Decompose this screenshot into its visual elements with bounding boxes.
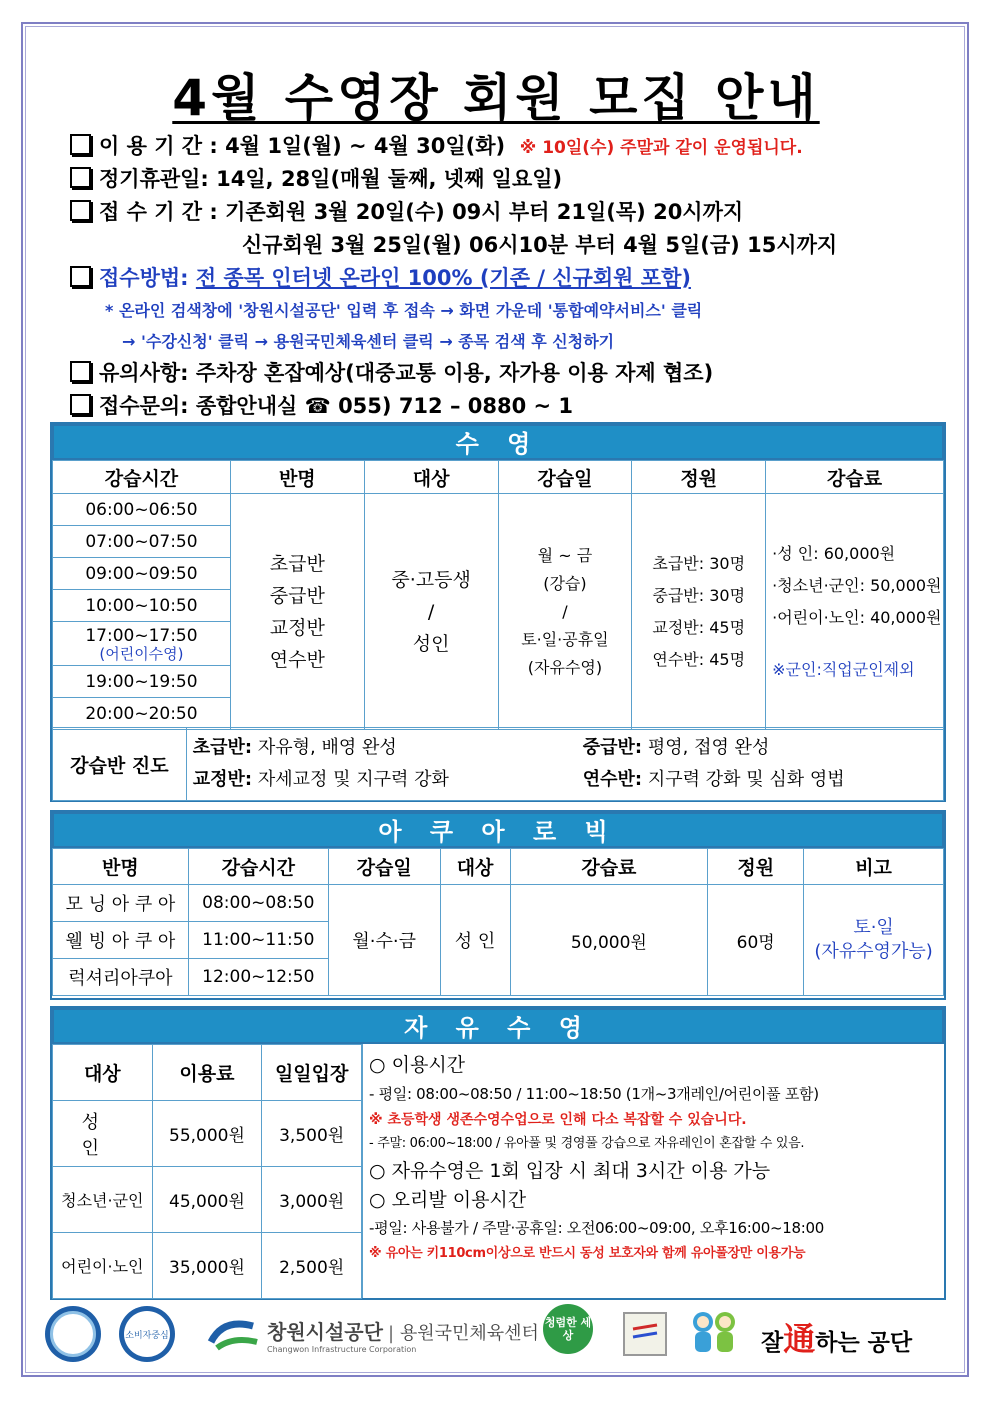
- aqua-row-time: 11:00~11:50: [188, 922, 328, 959]
- swim-target: 중·고등생 / 성인: [364, 494, 498, 730]
- aqua-row-name: 럭셔리아쿠아: [53, 959, 189, 996]
- info-closed: 정기휴관일: 14일, 28일(매월 둘째, 넷째 일요일): [70, 163, 950, 196]
- swim-col-time: 강습시간: [53, 461, 231, 494]
- free-col-daily: 일일입장: [262, 1045, 362, 1101]
- swim-days: 월 ~ 금 (강습) / 토·일·공휴일 (자유수영): [498, 494, 632, 730]
- checkbox-icon: [70, 361, 91, 382]
- aqua-col-capacity: 정원: [708, 849, 804, 885]
- corporation-name: 창원시설공단 | 용원국민체육센터 Changwon Infrastructure Corporation: [267, 1320, 539, 1354]
- info-registration-new: 신규회원 3월 25일(월) 06시10분 부터 4월 5일(금) 15시까지: [242, 233, 838, 257]
- info-contact: 접수문의: 종합안내실 ☎ 055) 712 – 0880 ~ 1: [70, 390, 950, 423]
- aqua-col-note: 비고: [804, 849, 944, 885]
- swim-time: 06:00~06:50: [53, 494, 231, 526]
- swim-col-class: 반명: [230, 461, 364, 494]
- method-link[interactable]: 전 종목 인터넷 온라인 100% (기존 / 신규회원 포함): [195, 266, 691, 290]
- free-row-daily: 2,500원: [262, 1233, 362, 1299]
- aqua-col-time: 강습시간: [188, 849, 328, 885]
- checkbox-icon: [70, 394, 91, 415]
- aqua-col-target: 대상: [440, 849, 510, 885]
- corporation-emblem-icon: [203, 1312, 263, 1356]
- aqua-col-days: 강습일: [328, 849, 440, 885]
- free-row-fee: 35,000원: [152, 1233, 262, 1299]
- aqua-row-name: 웰 빙 아 쿠 아: [53, 922, 189, 959]
- info-caution: 유의사항: 주차장 혼잡예상(대중교통 이용, 자가용 이용 자제 협조): [70, 357, 950, 390]
- mascot-icon: [685, 1306, 743, 1358]
- info-registration: 접 수 기 간 : 기존회원 3월 20일(수) 09시 부터 21일(목) 20시까지: [70, 196, 950, 229]
- free-row-target: 어린이·노인: [53, 1233, 153, 1299]
- certification-logo-icon: [45, 1306, 101, 1362]
- free-section-header: 자 유 수 영: [52, 1008, 944, 1044]
- free-fee-table: [52, 1044, 362, 1299]
- swim-col-days: 강습일: [498, 461, 632, 494]
- free-info-panel: ○ 이용시간 - 평일: 08:00~08:50 / 11:00~18:50 (1개~3개레인/어린이풀 포함) ※ 초등학생 생존수영수업으로 인해 다소 복잡할 수 있습니다. - 주말: 06:00~18:00 / 유아풀 및 경영풀 강습으로 자유레인이 혼잡할 수 있음. ○ 자유수영은 1회 입장 시 최대 3시간 이용 가능 ○ 오리발 이용시간 -평일: 사용불가 / 주말·공휴일: 오전06:00~09:00, 오후16:00~18:00 ※ 유아는 키110cm이상으로 반드시 동성 보호자와 함께 유아풀장만 이용가능: [362, 1044, 944, 1298]
- clean-world-logo-icon: 청렴한 세상: [543, 1304, 593, 1354]
- aqua-row-time: 08:00~08:50: [188, 885, 328, 922]
- checkbox-icon: [70, 266, 91, 287]
- free-col-fee: 이용료: [152, 1045, 262, 1101]
- flag-emblem-icon: [623, 1312, 667, 1356]
- swim-fees: ·성 인: 60,000원 ·청소년·군인: 50,000원 ·어린이·노인: 40,000원 ※군인:직업군인제외: [766, 494, 944, 730]
- aqua-target: 성 인: [440, 885, 510, 996]
- swim-time: 07:00~07:50: [53, 526, 231, 558]
- progress-details: 초급반: 자유형, 배영 완성 중급반: 평영, 접영 완성 교정반: 자세교정 및 지구력 강화 연수반: 지구력 강화 및 심화 영법: [186, 728, 943, 801]
- free-row-daily: 3,500원: [262, 1101, 362, 1167]
- swim-table: [52, 460, 944, 730]
- progress-label: 강습반 진도: [53, 728, 187, 801]
- aqua-col-fee: 강습료: [510, 849, 708, 885]
- swim-time-kids: 17:00~17:50 (어린이수영): [53, 622, 231, 666]
- swim-time: 09:00~09:50: [53, 558, 231, 590]
- method-note-1: * 온라인 검색창에 '창원시설공단' 입력 후 접속 → 화면 가운데 '통합예약서비스' 클릭: [105, 301, 703, 320]
- info-section: [70, 130, 950, 423]
- swim-time: 10:00~10:50: [53, 590, 231, 622]
- swim-section-header: 수 영: [52, 424, 944, 460]
- aqua-note: 토·일 (자유수영가능): [804, 885, 944, 996]
- aqua-fee: 50,000원: [510, 885, 708, 996]
- info-period: 이 용 기 간 : 4월 1일(월) ~ 4월 30일(화) ※ 10일(수) 주말과 같이 운영됩니다.: [70, 130, 950, 163]
- ccm-logo-icon: 소비자중심: [119, 1306, 175, 1362]
- swim-progress-table: [52, 727, 944, 801]
- aqua-days: 월·수·금: [328, 885, 440, 996]
- page-title: 4월 수영장 회원 모집 안내: [172, 69, 820, 127]
- info-method: 접수방법: 전 종목 인터넷 온라인 100% (기존 / 신규회원 포함): [70, 262, 950, 295]
- aqua-table: [52, 848, 944, 996]
- free-row-target: 청소년·군인: [53, 1167, 153, 1233]
- swim-capacity: 초급반: 30명 중급반: 30명 교정반: 45명 연수반: 45명: [632, 494, 766, 730]
- footer: [45, 1302, 945, 1362]
- aqua-section-header: 아 쿠 아 로 빅: [52, 812, 944, 848]
- swim-time: 20:00~20:50: [53, 698, 231, 730]
- free-row-target: 성 인: [53, 1101, 153, 1167]
- swim-col-fee: 강습료: [766, 461, 944, 494]
- swim-col-target: 대상: [364, 461, 498, 494]
- aqua-row-name: 모 닝 아 쿠 아: [53, 885, 189, 922]
- free-row-fee: 45,000원: [152, 1167, 262, 1233]
- checkbox-icon: [70, 167, 91, 188]
- free-row-fee: 55,000원: [152, 1101, 262, 1167]
- aqua-row-time: 12:00~12:50: [188, 959, 328, 996]
- swim-classes: 초급반 중급반 교정반 연수반: [230, 494, 364, 730]
- aqua-capacity: 60명: [708, 885, 804, 996]
- method-note-2: → '수강신청' 클릭 → 용원국민체육센터 클릭 → 종목 검색 후 신청하기: [122, 332, 615, 351]
- slogan: 잘通하는 공단: [761, 1320, 913, 1358]
- free-row-daily: 3,000원: [262, 1167, 362, 1233]
- checkbox-icon: [70, 134, 91, 155]
- swim-col-capacity: 정원: [632, 461, 766, 494]
- checkbox-icon: [70, 200, 91, 221]
- swim-time: 19:00~19:50: [53, 666, 231, 698]
- free-col-target: 대상: [53, 1045, 153, 1101]
- aqua-col-name: 반명: [53, 849, 189, 885]
